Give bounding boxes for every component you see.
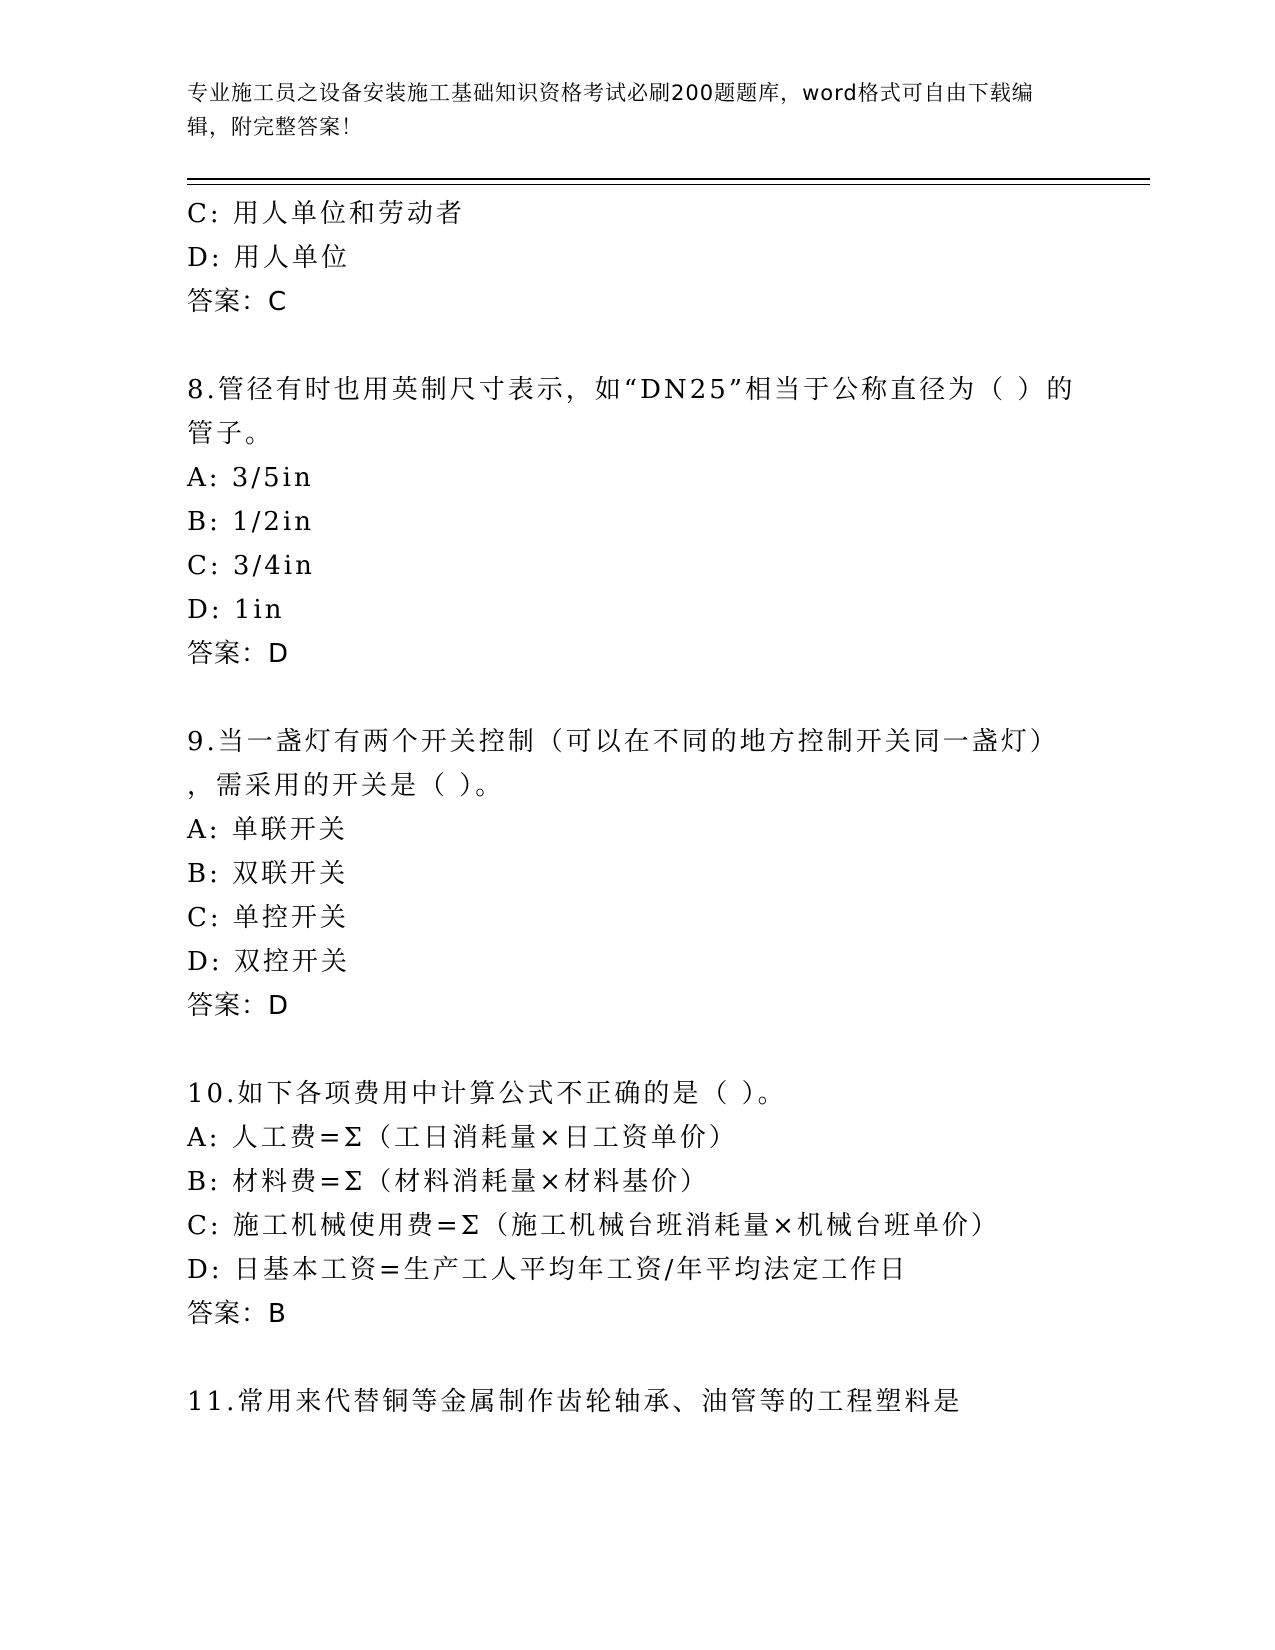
q11-stem-line1: 11.常用来代替铜等金属制作齿轮轴承、油管等的工程塑料是 — [187, 1387, 963, 1417]
q10-option-d: D: 日基本工资=生产工人平均年工资/年平均法定工作日 — [187, 1255, 909, 1285]
q9-answer: 答案：D — [187, 991, 290, 1021]
q8-answer: 答案：D — [187, 639, 290, 669]
header-rule-thick — [187, 178, 1150, 180]
q9-option-c: C: 单控开关 — [187, 903, 349, 933]
q9-option-b: B: 双联开关 — [187, 859, 349, 889]
q9-stem-line1: 9.当一盏灯有两个开关控制（可以在不同的地方控制开关同一盏灯） — [187, 727, 1059, 757]
prev-option-d: D: 用人单位 — [187, 243, 350, 273]
q10-option-c: C: 施工机械使用费=Σ（施工机械台班消耗量×机械台班单价） — [187, 1211, 1000, 1241]
q9-option-a: A: 单联开关 — [187, 815, 348, 845]
q8-stem-line1: 8.管径有时也用英制尺寸表示，如“DN25”相当于公称直径为（ ）的 — [187, 375, 1076, 405]
q8-option-a: A: 3/5in — [187, 463, 314, 493]
q8-stem-line2: 管子。 — [187, 419, 275, 449]
prev-answer: 答案：C — [187, 287, 288, 317]
header-rule-thin — [187, 184, 1150, 185]
prev-option-c: C: 用人单位和劳动者 — [187, 199, 465, 229]
q8-option-b: B: 1/2in — [187, 507, 315, 537]
document-header: 专业施工员之设备安装施工基础知识资格考试必刷200题题库，word格式可自由下载编辑，附完整答案！ — [187, 81, 1034, 139]
q9-option-d: D: 双控开关 — [187, 947, 350, 977]
q9-stem-line2: ，需采用的开关是（ ）。 — [187, 771, 505, 801]
q8-option-c: C: 3/4in — [187, 551, 315, 581]
q10-option-a: A: 人工费=Σ（工日消耗量×日工资单价） — [187, 1123, 738, 1153]
q10-stem-line1: 10.如下各项费用中计算公式不正确的是（ ）。 — [187, 1079, 787, 1109]
q10-answer: 答案：B — [187, 1299, 287, 1329]
q8-option-d: D: 1in — [187, 595, 285, 625]
q10-option-b: B: 材料费=Σ（材料消耗量×材料基价） — [187, 1167, 710, 1197]
